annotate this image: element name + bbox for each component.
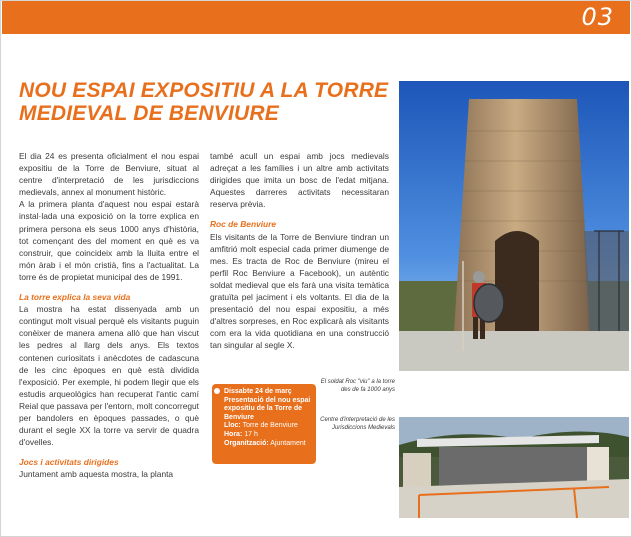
- event-date: Dissabte 24 de març: [224, 388, 292, 395]
- title-line-1: NOU ESPAI EXPOSITIU A LA TORRE: [19, 79, 389, 102]
- paragraph: també acull un espai amb jocs medievals adreçat a les famílies i un altre amb activitats dirigides que imita un bosc de l'edat mitjana. Aquestes darreres activitats necessitaran reserva prèvia.: [210, 151, 389, 210]
- event-title: Presentació del nou espai expositiu de la Torre de Benviure: [224, 396, 311, 421]
- subheading: Roc de Benviure: [210, 219, 277, 230]
- paragraph: La mostra ha estat dissenyada amb un contingut molt visual perquè els visitants puguin conèixer de manera amena allò que han viscut les pedres al llarg dels anys. Els textos contenen curiositats i anècdotes de cadascuna de les cinc èpoques en què està dividida l'exposició. Per exemple, hi podem llegir que els estudis arqueològics han recuperat l'antic camí Reial que passava per l'entorn, molt concorregut per bandolers en èpoques passades, o què durant el segle XX la torre va servir de quadra d'ovelles.: [19, 304, 199, 448]
- title-line-2: MEDIEVAL DE BENVIURE: [19, 102, 279, 125]
- text-column-middle: [210, 150, 389, 352]
- center-photo-illustration: [399, 417, 629, 518]
- paragraph: A la primera planta d'aquest nou espai estarà instal·lada una exposició on la torre explica en primera persona els seus 1000 anys d'història, tot començant des del moment en què es va construir, que coincideix amb la lluita entre el món àrab i el món cristià, fins a l'actualitat. La torre és de propietat municipal des de 1991.: [19, 199, 199, 282]
- tower-photo-illustration: [399, 81, 629, 371]
- organizer-label: Organització:: [224, 439, 269, 447]
- photo-caption-center: Centre d'interpretació de les Jurisdiccions Medievals: [320, 417, 395, 431]
- article-title: [19, 79, 389, 125]
- event-info-box: [212, 384, 316, 464]
- tower-photo: [399, 81, 629, 371]
- subheading: La torre explica la seva vida: [19, 292, 131, 303]
- time-label: Hora:: [224, 430, 243, 438]
- photo-caption-soldier: El soldat Roc "viu" a la torre des de fa 1000 anys: [320, 379, 395, 393]
- paragraph: Juntament amb aquesta mostra, la planta: [19, 469, 174, 480]
- location-pin-icon: [214, 388, 220, 394]
- paragraph: Els visitants de la Torre de Benviure tindran un amfitrió molt especial cada primer diumenge de mes. Es tracta de Roc de Benviure (mireu el perfil Roc Benviure a Facebook), un autèntic soldat medieval que els farà una visita temàtica gratuïta pel jaciment i els voltants. El dia de la presentació del nou espai expositiu, a més d'altres sorpreses, en Roc explicarà als visitants com era la vida quotidiana en una construcció tan singular al segle X.: [210, 231, 389, 351]
- place-value: Torre de Benviure: [242, 422, 298, 430]
- place-label: Lloc:: [224, 422, 241, 430]
- page-number: 03: [581, 3, 614, 31]
- text-column-left: [19, 150, 199, 480]
- organizer-value: Ajuntament: [270, 439, 306, 447]
- subheading: Jocs i activitats dirigides: [19, 457, 119, 468]
- time-value: 17 h: [244, 430, 258, 438]
- paragraph: El dia 24 es presenta oficialment el nou espai expositiu de la Torre de Benviure, situat al centre d'interpretació de les jurisdiccions medievals, annex al monument històric.: [19, 151, 199, 198]
- center-photo: [399, 417, 629, 518]
- header-bar: [2, 1, 630, 34]
